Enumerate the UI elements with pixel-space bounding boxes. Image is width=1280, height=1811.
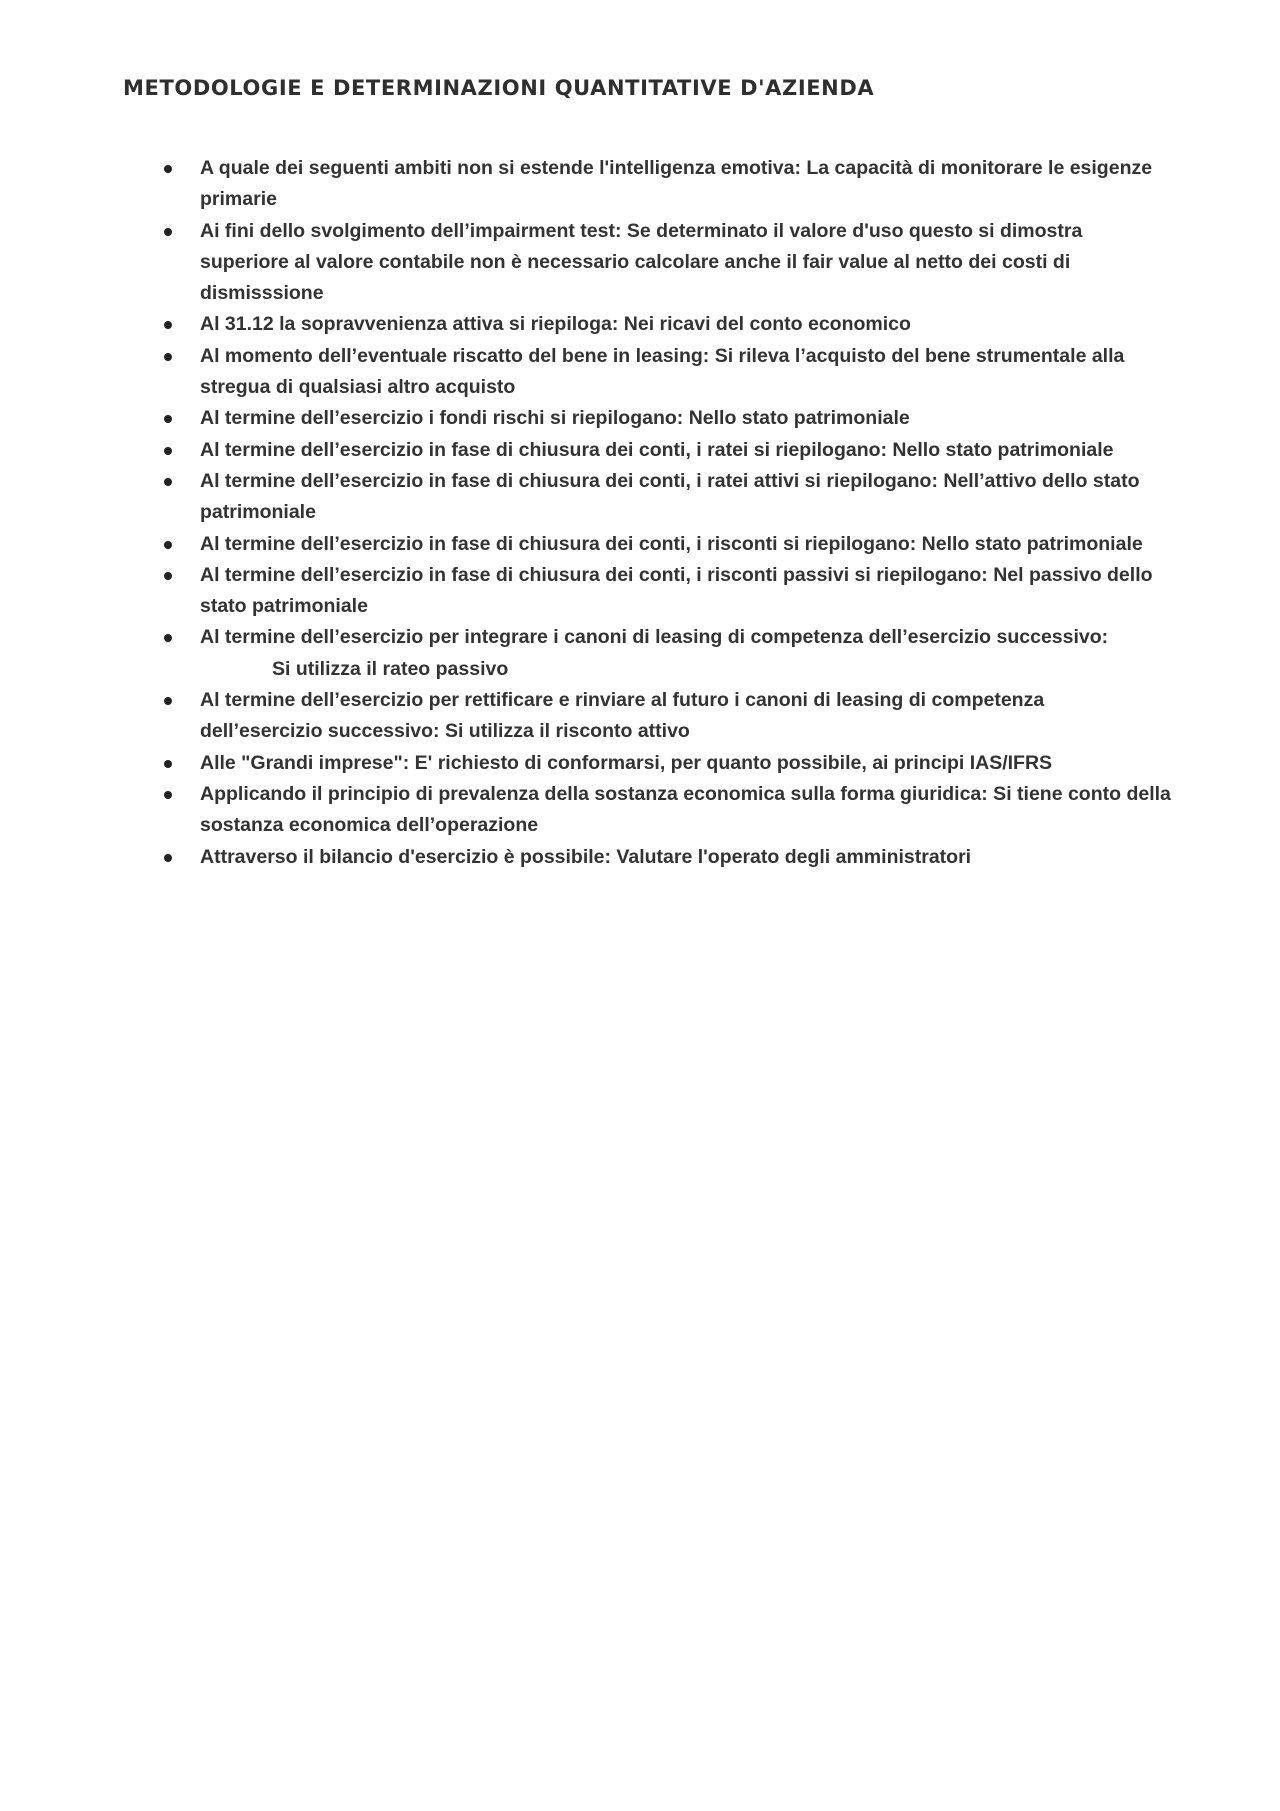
list-item-text: Ai fini dello svolgimento dell’impairment test: Se determinato il valore d'uso questo si dimostra superiore al valore contabile non è necessario calcolare anche il fair value al netto dei costi di dismisssione (200, 219, 1083, 305)
bullet-icon (164, 447, 172, 455)
list-item (162, 685, 1172, 748)
list-item (162, 403, 1172, 434)
list-item (162, 560, 1172, 623)
list-item (162, 622, 1172, 685)
bullet-icon (164, 697, 172, 705)
list-item-text: Al termine dell’esercizio in fase di chiusura dei conti, i risconti si riepilogano: Nello stato patrimoniale (200, 532, 1143, 555)
list-item (162, 309, 1172, 340)
list-item-question: Al termine dell’esercizio per integrare i canoni di leasing di competenza dell’esercizio successivo: (200, 626, 1109, 649)
list-item-text: Al termine dell’esercizio in fase di chiusura dei conti, i ratei si riepilogano: Nello stato patrimoniale (200, 438, 1114, 461)
list-item (162, 466, 1172, 529)
bullet-icon (164, 854, 172, 862)
list-item (162, 153, 1172, 216)
bullet-icon (164, 228, 172, 236)
list-item (162, 779, 1172, 842)
document-title: METODOLOGIE E DETERMINAZIONI QUANTITATIVE D'AZIENDA (123, 76, 875, 100)
list-item (162, 341, 1172, 404)
list-item (162, 748, 1172, 779)
list-item-text: Alle "Grandi imprese": E' richiesto di conformarsi, per quanto possibile, ai principi IAS/IFRS (200, 751, 1053, 774)
bullet-icon (164, 572, 172, 580)
list-item (162, 216, 1172, 310)
list-item-text: Al termine dell’esercizio per rettificare e rinviare al futuro i canoni di leasing di competenza dell’esercizio successivo: Si utilizza il risconto attivo (200, 689, 1045, 743)
list-item (162, 842, 1172, 873)
bullet-icon (164, 321, 172, 329)
bullet-icon (164, 760, 172, 768)
list-item-answer: Si utilizza il rateo passivo (272, 657, 509, 680)
list-item-text: Al 31.12 la sopravvenienza attiva si riepiloga: Nei ricavi del conto economico (200, 313, 911, 336)
list-item-text: Al termine dell’esercizio in fase di chiusura dei conti, i ratei attivi si riepilogano: Nell’attivo dello stato patrimoniale (200, 469, 1140, 524)
bullet-icon (164, 165, 172, 173)
list-item-text: Applicando il principio di prevalenza della sostanza economica sulla forma giuridica: Si tiene conto della sostanza economica dell’operazione (200, 782, 1171, 837)
bullet-icon (164, 541, 172, 549)
list-item (162, 435, 1172, 466)
list-item-text: Al termine dell’esercizio i fondi rischi si riepilogano: Nello stato patrimoniale (200, 407, 910, 430)
bullet-icon (164, 353, 172, 361)
list-item (162, 529, 1172, 560)
list-item-text: Attraverso il bilancio d'esercizio è possibile: Valutare l'operato degli amministratori (200, 845, 972, 868)
bullet-icon (164, 791, 172, 799)
bullet-icon (164, 415, 172, 423)
list-item-text: A quale dei seguenti ambiti non si estende l'intelligenza emotiva: La capacità di monitorare le esigenze primarie (200, 157, 1153, 211)
bullet-icon (164, 478, 172, 486)
list-item-text: Al momento dell’eventuale riscatto del bene in leasing: Si rileva l’acquisto del bene strumentale alla stregua di qualsiasi altro acquisto (200, 344, 1125, 399)
question-answer-list (162, 153, 1172, 873)
bullet-icon (164, 634, 172, 642)
list-item-text: Al termine dell’esercizio in fase di chiusura dei conti, i risconti passivi si riepilogano: Nel passivo dello stato patrimoniale (200, 563, 1153, 618)
